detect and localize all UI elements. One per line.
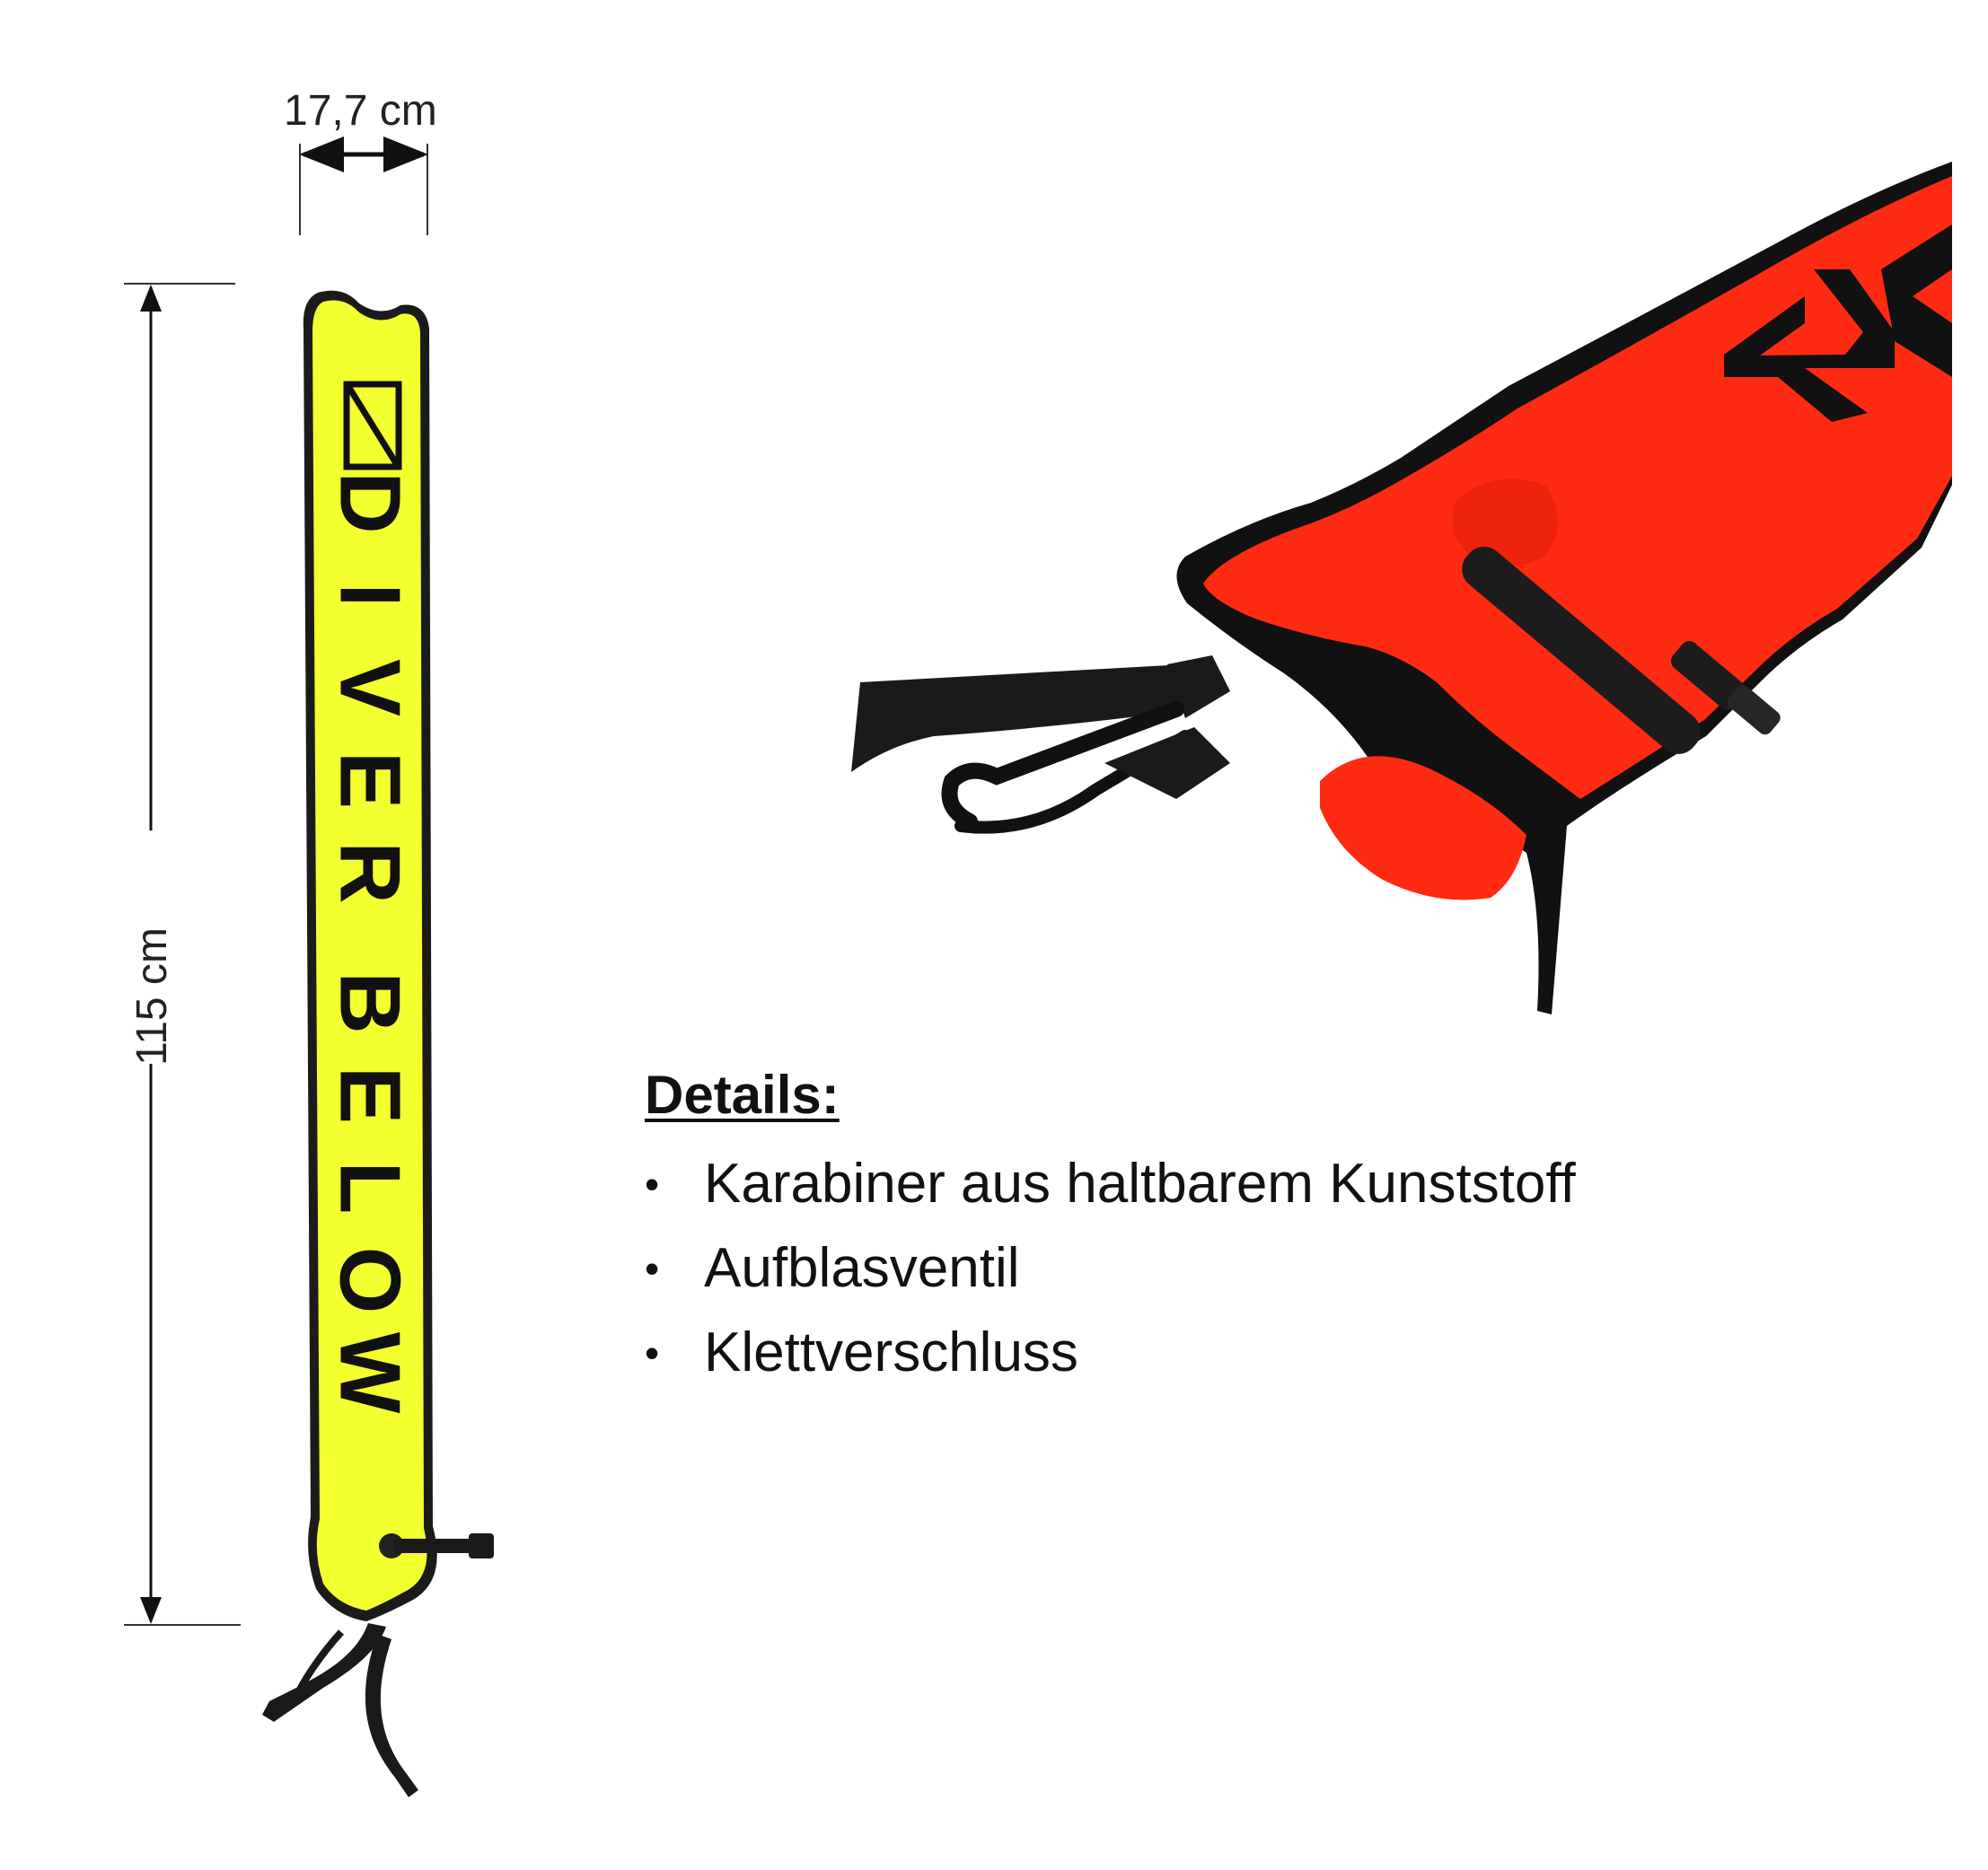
buoy-letter: B (321, 971, 418, 1034)
details-list (645, 1142, 1576, 1395)
buoy-letter: O (321, 1246, 418, 1314)
height-dimension-label: 115 cm (128, 927, 176, 1066)
buoy-letter: R (321, 841, 418, 904)
details-section (645, 1064, 1576, 1395)
details-title: Details: (645, 1065, 840, 1125)
details-item-label: Klettverschluss (704, 1321, 1078, 1383)
yellow-buoy-image (262, 291, 494, 1797)
details-item-label: Karabiner aus haltbarem Kunststoff (704, 1153, 1576, 1215)
buoy-letter: D (321, 471, 418, 534)
red-buoy-detail-image (851, 162, 1952, 1014)
buoy-letter: V (321, 658, 418, 717)
details-item-carabiner (645, 1142, 1576, 1226)
details-item-valve (645, 1226, 1576, 1311)
buoy-letter: L (321, 1161, 418, 1215)
bullet-icon: • (645, 1245, 660, 1292)
bullet-icon: • (645, 1330, 660, 1376)
buoy-letter: E (321, 1066, 418, 1125)
width-dimension-line (300, 144, 427, 235)
width-dimension-label: 17,7 cm (284, 87, 437, 135)
buoy-letter: I (321, 583, 418, 608)
buoy-letter: E (321, 751, 418, 810)
details-item-label: Aufblasventil (704, 1237, 1020, 1299)
height-dimension-line (124, 284, 241, 1625)
details-item-velcro (645, 1311, 1576, 1395)
bullet-icon: • (645, 1161, 660, 1207)
buoy-letter: W (321, 1331, 418, 1414)
